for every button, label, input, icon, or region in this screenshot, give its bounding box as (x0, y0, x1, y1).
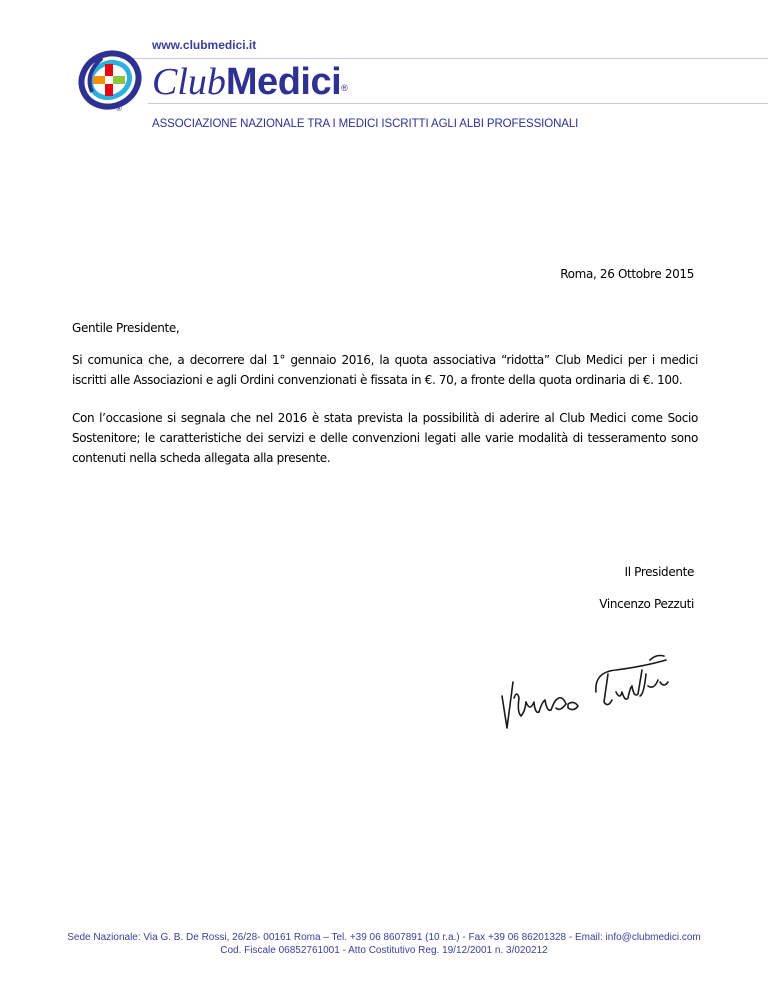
paragraph: Si comunica che, a decorrere dal 1° gennaio 2016, la quota associativa “ridotta” Club Medici per i medici iscritti alle Associazioni e agli Ordini convenzionati è fissata in €. 70, a fronte della quota ordinaria di €. 100. (72, 353, 698, 387)
paragraph: Con l’occasione si segnala che nel 2016 è stata prevista la possibilità di aderire al Club Medici come Socio Sostenitore; le caratteristiche dei servizi e delle convenzioni legati alle varie modalità di tesseramento sono contenuti nella scheda allegata alla presente. (72, 411, 698, 465)
footer-address: Sede Nazionale: Via G. B. De Rossi, 26/28- 00161 Roma – Tel. +39 06 8607891 (10 r.a.) - Fax +39 06 86201328 - Email: info@clubmedici.com (67, 932, 701, 943)
association-tagline: ASSOCIAZIONE NAZIONALE TRA I MEDICI ISCRITTI AGLI ALBI PROFESSIONALI (152, 118, 579, 130)
signatory-title: Il Presidente (624, 565, 694, 579)
brand-club: Club (152, 61, 226, 103)
signatory-name: Vincenzo Pezzuti (599, 597, 694, 611)
header-rule-bottom (148, 103, 768, 104)
logo-registered-mark: ® (116, 104, 122, 113)
header-rule-top (120, 58, 768, 59)
handwritten-signature (500, 652, 694, 734)
brand-registered: ® (341, 83, 348, 93)
website-url: www.clubmedici.it (152, 38, 257, 52)
club-medici-logo-icon (72, 44, 154, 116)
brand-medici: Medici (225, 61, 342, 103)
letter-date: Roma, 26 Ottobre 2015 (560, 267, 694, 281)
footer-registration: Cod. Fiscale 06852761001 - Atto Costitutivo Reg. 19/12/2001 n. 3/020212 (220, 945, 548, 956)
salutation: Gentile Presidente, (72, 321, 180, 335)
brand-wordmark (152, 62, 348, 102)
